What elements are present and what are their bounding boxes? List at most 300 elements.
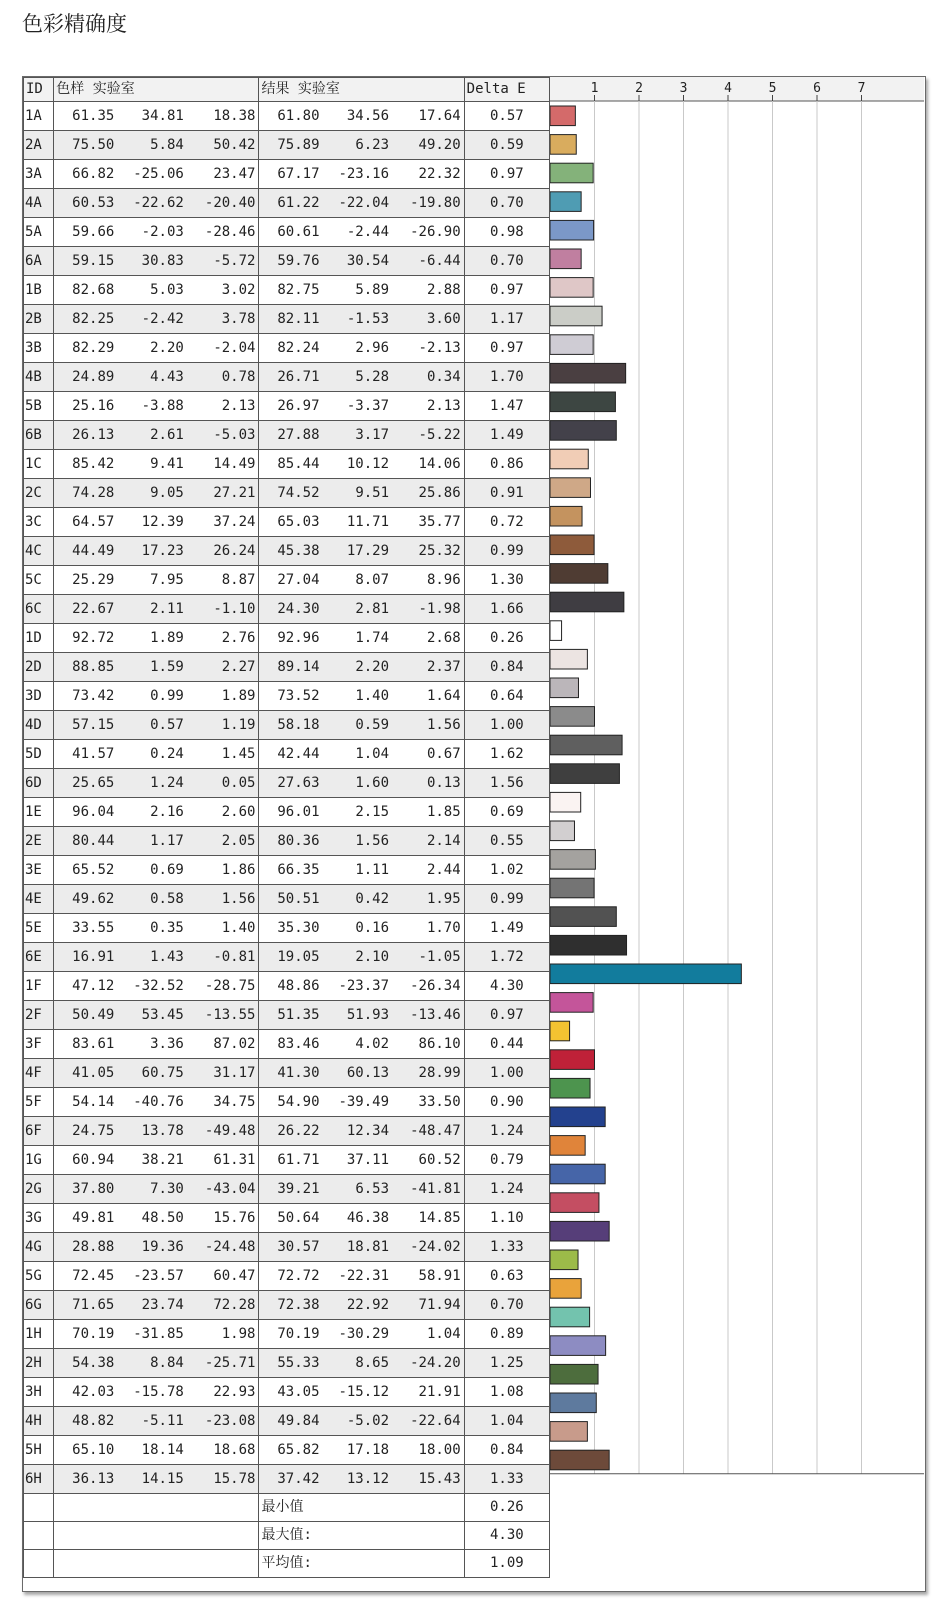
- cell-sample-l: 41.57: [54, 740, 115, 769]
- cell-id: 1B: [24, 276, 54, 305]
- cell-sample-a: 5.84: [114, 131, 184, 160]
- bar-6G: [550, 1279, 581, 1299]
- cell-result-l: 82.24: [259, 334, 320, 363]
- cell-id: 6C: [24, 595, 54, 624]
- cell-id: 1F: [24, 972, 54, 1001]
- color-accuracy-report: [22, 76, 926, 1592]
- cell-sample-a: 9.05: [114, 479, 184, 508]
- cell-sample-b: 23.47: [184, 160, 259, 189]
- bar-5D: [550, 735, 622, 755]
- cell-result-a: 51.93: [320, 1001, 390, 1030]
- cell-result-a: 1.74: [320, 624, 390, 653]
- table-row: [24, 1465, 550, 1494]
- cell-sample-a: 13.78: [114, 1117, 184, 1146]
- cell-sample-l: 92.72: [54, 624, 115, 653]
- cell-result-l: 49.84: [259, 1407, 320, 1436]
- cell-id: 3B: [24, 334, 54, 363]
- cell-sample-b: 26.24: [184, 537, 259, 566]
- cell-sample-l: 65.10: [54, 1436, 115, 1465]
- color-accuracy-table: [23, 77, 550, 1578]
- cell-result-l: 55.33: [259, 1349, 320, 1378]
- cell-delta-e: 1.47: [464, 392, 549, 421]
- bar-4H: [550, 1393, 596, 1413]
- cell-result-b: -41.81: [389, 1175, 464, 1204]
- cell-sample-a: 0.58: [114, 885, 184, 914]
- cell-sample-l: 59.66: [54, 218, 115, 247]
- bar-2E: [550, 821, 574, 841]
- cell-sample-l: 85.42: [54, 450, 115, 479]
- cell-sample-l: 49.62: [54, 885, 115, 914]
- bar-4D: [550, 707, 595, 727]
- cell-sample-b: 1.86: [184, 856, 259, 885]
- header-id: ID: [24, 78, 54, 102]
- cell-sample-a: 60.75: [114, 1059, 184, 1088]
- cell-sample-b: -2.04: [184, 334, 259, 363]
- cell-id: 3A: [24, 160, 54, 189]
- cell-delta-e: 0.64: [464, 682, 549, 711]
- cell-result-a: 1.60: [320, 769, 390, 798]
- cell-result-b: 0.67: [389, 740, 464, 769]
- cell-result-b: 33.50: [389, 1088, 464, 1117]
- cell-result-l: 67.17: [259, 160, 320, 189]
- bar-6D: [550, 764, 619, 784]
- cell-id: 5G: [24, 1262, 54, 1291]
- tick-label: 4: [724, 81, 732, 96]
- cell-sample-b: -28.75: [184, 972, 259, 1001]
- cell-delta-e: 0.97: [464, 1001, 549, 1030]
- cell-sample-a: 1.17: [114, 827, 184, 856]
- tick-label: 5: [768, 81, 777, 96]
- cell-sample-l: 73.42: [54, 682, 115, 711]
- table-row: [24, 1262, 550, 1291]
- table-row: [24, 1291, 550, 1320]
- cell-result-b: 1.04: [389, 1320, 464, 1349]
- table-row: [24, 1378, 550, 1407]
- cell-sample-a: 17.23: [114, 537, 184, 566]
- cell-result-l: 65.82: [259, 1436, 320, 1465]
- table-row: [24, 305, 550, 334]
- cell-delta-e: 0.97: [464, 334, 549, 363]
- cell-id: 3F: [24, 1030, 54, 1059]
- bar-5B: [550, 392, 615, 412]
- cell-sample-a: 14.15: [114, 1465, 184, 1494]
- table-row: [24, 1175, 550, 1204]
- cell-sample-l: 54.38: [54, 1349, 115, 1378]
- cell-sample-l: 71.65: [54, 1291, 115, 1320]
- cell-result-a: 11.71: [320, 508, 390, 537]
- header-sample-lab: 色样 实验室: [54, 78, 259, 102]
- cell-delta-e: 0.89: [464, 1320, 549, 1349]
- table-row: [24, 421, 550, 450]
- table-row: [24, 102, 550, 131]
- cell-sample-l: 82.68: [54, 276, 115, 305]
- summary-value: 0.26: [464, 1494, 549, 1522]
- cell-sample-l: 25.65: [54, 769, 115, 798]
- table-row: [24, 740, 550, 769]
- cell-result-b: 1.64: [389, 682, 464, 711]
- cell-sample-b: 2.60: [184, 798, 259, 827]
- cell-result-l: 92.96: [259, 624, 320, 653]
- cell-result-b: 22.32: [389, 160, 464, 189]
- cell-delta-e: 0.69: [464, 798, 549, 827]
- cell-delta-e: 1.24: [464, 1175, 549, 1204]
- cell-id: 4A: [24, 189, 54, 218]
- cell-sample-b: 37.24: [184, 508, 259, 537]
- cell-result-l: 50.51: [259, 885, 320, 914]
- cell-sample-b: -20.40: [184, 189, 259, 218]
- cell-sample-b: 8.87: [184, 566, 259, 595]
- bar-1F: [550, 964, 741, 984]
- cell-result-a: 9.51: [320, 479, 390, 508]
- cell-result-b: -2.13: [389, 334, 464, 363]
- cell-sample-b: 2.05: [184, 827, 259, 856]
- cell-sample-a: 1.89: [114, 624, 184, 653]
- table-row: [24, 1059, 550, 1088]
- cell-sample-b: 50.42: [184, 131, 259, 160]
- cell-sample-l: 47.12: [54, 972, 115, 1001]
- cell-id: 5E: [24, 914, 54, 943]
- cell-sample-a: 30.83: [114, 247, 184, 276]
- cell-sample-l: 74.28: [54, 479, 115, 508]
- cell-result-b: 2.44: [389, 856, 464, 885]
- cell-result-b: -26.34: [389, 972, 464, 1001]
- cell-sample-l: 64.57: [54, 508, 115, 537]
- cell-result-a: 5.28: [320, 363, 390, 392]
- cell-result-a: -22.04: [320, 189, 390, 218]
- cell-sample-l: 83.61: [54, 1030, 115, 1059]
- cell-sample-l: 54.14: [54, 1088, 115, 1117]
- cell-delta-e: 1.49: [464, 914, 549, 943]
- cell-sample-l: 88.85: [54, 653, 115, 682]
- bar-2C: [550, 478, 590, 498]
- table-row: [24, 1117, 550, 1146]
- summary-empty-sample: [54, 1494, 259, 1522]
- cell-result-l: 27.04: [259, 566, 320, 595]
- cell-result-a: 2.15: [320, 798, 390, 827]
- cell-sample-l: 80.44: [54, 827, 115, 856]
- cell-sample-a: 2.16: [114, 798, 184, 827]
- cell-sample-a: -5.11: [114, 1407, 184, 1436]
- cell-sample-l: 16.91: [54, 943, 115, 972]
- cell-sample-b: 1.19: [184, 711, 259, 740]
- table-row: [24, 1407, 550, 1436]
- cell-result-l: 54.90: [259, 1088, 320, 1117]
- cell-id: 4F: [24, 1059, 54, 1088]
- cell-sample-l: 24.75: [54, 1117, 115, 1146]
- cell-delta-e: 0.97: [464, 276, 549, 305]
- bar-3A: [550, 163, 593, 183]
- cell-result-l: 72.38: [259, 1291, 320, 1320]
- cell-sample-a: -23.57: [114, 1262, 184, 1291]
- cell-id: 2G: [24, 1175, 54, 1204]
- cell-result-a: 34.56: [320, 102, 390, 131]
- cell-result-a: 30.54: [320, 247, 390, 276]
- cell-sample-b: -5.03: [184, 421, 259, 450]
- cell-delta-e: 1.33: [464, 1465, 549, 1494]
- cell-sample-a: -3.88: [114, 392, 184, 421]
- cell-id: 6F: [24, 1117, 54, 1146]
- cell-id: 1E: [24, 798, 54, 827]
- cell-sample-a: 1.43: [114, 943, 184, 972]
- table-row: [24, 682, 550, 711]
- table-row: [24, 131, 550, 160]
- summary-row: [24, 1550, 550, 1578]
- cell-result-b: 2.88: [389, 276, 464, 305]
- cell-id: 5B: [24, 392, 54, 421]
- table-row: [24, 885, 550, 914]
- cell-sample-l: 22.67: [54, 595, 115, 624]
- bar-1E: [550, 792, 581, 812]
- cell-sample-a: 2.11: [114, 595, 184, 624]
- cell-sample-l: 82.29: [54, 334, 115, 363]
- cell-id: 4C: [24, 537, 54, 566]
- cell-sample-b: 3.02: [184, 276, 259, 305]
- cell-result-a: 8.07: [320, 566, 390, 595]
- header-result-lab: 结果 实验室: [259, 78, 464, 102]
- table-row: [24, 1320, 550, 1349]
- cell-sample-a: -22.62: [114, 189, 184, 218]
- table-row: [24, 827, 550, 856]
- cell-id: 4D: [24, 711, 54, 740]
- cell-result-a: 17.18: [320, 1436, 390, 1465]
- cell-id: 5C: [24, 566, 54, 595]
- cell-result-a: -23.16: [320, 160, 390, 189]
- cell-sample-a: -40.76: [114, 1088, 184, 1117]
- cell-sample-b: 61.31: [184, 1146, 259, 1175]
- cell-result-l: 80.36: [259, 827, 320, 856]
- cell-result-b: 0.13: [389, 769, 464, 798]
- cell-sample-b: 14.49: [184, 450, 259, 479]
- cell-sample-b: -28.46: [184, 218, 259, 247]
- cell-result-l: 70.19: [259, 1320, 320, 1349]
- cell-result-b: 17.64: [389, 102, 464, 131]
- bar-2D: [550, 649, 587, 669]
- cell-delta-e: 0.70: [464, 247, 549, 276]
- table-row: [24, 1233, 550, 1262]
- cell-sample-b: -1.10: [184, 595, 259, 624]
- cell-sample-a: 3.36: [114, 1030, 184, 1059]
- table-row: [24, 1204, 550, 1233]
- cell-result-a: 22.92: [320, 1291, 390, 1320]
- cell-delta-e: 1.56: [464, 769, 549, 798]
- cell-result-a: 4.02: [320, 1030, 390, 1059]
- cell-sample-a: 1.59: [114, 653, 184, 682]
- cell-delta-e: 1.66: [464, 595, 549, 624]
- cell-id: 2D: [24, 653, 54, 682]
- cell-sample-a: 0.57: [114, 711, 184, 740]
- cell-id: 4E: [24, 885, 54, 914]
- cell-id: 2A: [24, 131, 54, 160]
- cell-result-b: 35.77: [389, 508, 464, 537]
- cell-sample-b: 1.40: [184, 914, 259, 943]
- cell-sample-l: 25.16: [54, 392, 115, 421]
- table-row: [24, 914, 550, 943]
- summary-label: 最小值: [259, 1494, 464, 1522]
- table-row: [24, 247, 550, 276]
- table-row: [24, 160, 550, 189]
- cell-result-l: 75.89: [259, 131, 320, 160]
- cell-result-a: 2.96: [320, 334, 390, 363]
- cell-sample-a: 19.36: [114, 1233, 184, 1262]
- tick-label: 1: [590, 81, 599, 96]
- bar-2G: [550, 1164, 605, 1184]
- cell-result-b: 25.32: [389, 537, 464, 566]
- cell-sample-a: 23.74: [114, 1291, 184, 1320]
- table-row: [24, 972, 550, 1001]
- cell-sample-l: 25.29: [54, 566, 115, 595]
- cell-sample-a: 48.50: [114, 1204, 184, 1233]
- summary-empty-sample: [54, 1522, 259, 1550]
- cell-id: 2F: [24, 1001, 54, 1030]
- cell-delta-e: 0.59: [464, 131, 549, 160]
- cell-result-a: -15.12: [320, 1378, 390, 1407]
- cell-sample-b: -13.55: [184, 1001, 259, 1030]
- cell-result-b: 1.56: [389, 711, 464, 740]
- cell-result-b: 58.91: [389, 1262, 464, 1291]
- cell-sample-b: -5.72: [184, 247, 259, 276]
- cell-delta-e: 1.70: [464, 363, 549, 392]
- cell-id: 3G: [24, 1204, 54, 1233]
- cell-result-b: 14.85: [389, 1204, 464, 1233]
- cell-result-l: 42.44: [259, 740, 320, 769]
- cell-sample-l: 24.89: [54, 363, 115, 392]
- cell-sample-b: 18.38: [184, 102, 259, 131]
- cell-sample-b: 18.68: [184, 1436, 259, 1465]
- cell-id: 3D: [24, 682, 54, 711]
- cell-result-a: 60.13: [320, 1059, 390, 1088]
- cell-result-l: 61.80: [259, 102, 320, 131]
- cell-result-l: 26.22: [259, 1117, 320, 1146]
- bar-4F: [550, 1050, 595, 1070]
- cell-result-l: 66.35: [259, 856, 320, 885]
- cell-id: 3E: [24, 856, 54, 885]
- cell-delta-e: 0.70: [464, 189, 549, 218]
- cell-sample-l: 48.82: [54, 1407, 115, 1436]
- cell-sample-b: -43.04: [184, 1175, 259, 1204]
- cell-result-a: 2.81: [320, 595, 390, 624]
- cell-result-a: 0.42: [320, 885, 390, 914]
- table-row: [24, 1030, 550, 1059]
- cell-sample-a: 4.43: [114, 363, 184, 392]
- cell-id: 5A: [24, 218, 54, 247]
- cell-result-b: 2.37: [389, 653, 464, 682]
- cell-delta-e: 1.33: [464, 1233, 549, 1262]
- cell-sample-b: 22.93: [184, 1378, 259, 1407]
- cell-id: 2B: [24, 305, 54, 334]
- cell-sample-l: 33.55: [54, 914, 115, 943]
- cell-result-l: 73.52: [259, 682, 320, 711]
- cell-delta-e: 0.26: [464, 624, 549, 653]
- cell-sample-b: 2.13: [184, 392, 259, 421]
- summary-empty-id: [24, 1522, 54, 1550]
- cell-result-a: 13.12: [320, 1465, 390, 1494]
- cell-id: 1G: [24, 1146, 54, 1175]
- cell-sample-a: -2.42: [114, 305, 184, 334]
- table-row: [24, 798, 550, 827]
- cell-sample-l: 60.94: [54, 1146, 115, 1175]
- cell-result-l: 61.22: [259, 189, 320, 218]
- cell-sample-l: 42.03: [54, 1378, 115, 1407]
- cell-result-a: -23.37: [320, 972, 390, 1001]
- cell-sample-a: 9.41: [114, 450, 184, 479]
- cell-result-a: 6.23: [320, 131, 390, 160]
- cell-delta-e: 1.30: [464, 566, 549, 595]
- cell-delta-e: 1.17: [464, 305, 549, 334]
- cell-delta-e: 4.30: [464, 972, 549, 1001]
- cell-sample-l: 61.35: [54, 102, 115, 131]
- cell-sample-l: 66.82: [54, 160, 115, 189]
- cell-result-b: 3.60: [389, 305, 464, 334]
- cell-result-b: 15.43: [389, 1465, 464, 1494]
- cell-delta-e: 0.99: [464, 885, 549, 914]
- cell-delta-e: 1.08: [464, 1378, 549, 1407]
- cell-result-l: 85.44: [259, 450, 320, 479]
- cell-sample-b: 15.76: [184, 1204, 259, 1233]
- cell-result-b: -1.98: [389, 595, 464, 624]
- cell-result-b: 86.10: [389, 1030, 464, 1059]
- cell-sample-b: -24.48: [184, 1233, 259, 1262]
- cell-result-b: -13.46: [389, 1001, 464, 1030]
- tick-label: 2: [635, 81, 643, 96]
- bar-4G: [550, 1221, 609, 1241]
- cell-result-b: 21.91: [389, 1378, 464, 1407]
- cell-sample-a: 7.95: [114, 566, 184, 595]
- cell-sample-a: 18.14: [114, 1436, 184, 1465]
- cell-result-l: 48.86: [259, 972, 320, 1001]
- cell-id: 6H: [24, 1465, 54, 1494]
- tick-label: 7: [857, 81, 866, 96]
- cell-sample-b: 1.98: [184, 1320, 259, 1349]
- cell-id: 1H: [24, 1320, 54, 1349]
- cell-sample-a: 2.20: [114, 334, 184, 363]
- cell-result-l: 35.30: [259, 914, 320, 943]
- cell-result-b: 2.13: [389, 392, 464, 421]
- cell-result-b: 1.95: [389, 885, 464, 914]
- cell-result-b: 2.14: [389, 827, 464, 856]
- bar-2F: [550, 993, 593, 1013]
- cell-result-a: 12.34: [320, 1117, 390, 1146]
- cell-delta-e: 1.00: [464, 711, 549, 740]
- cell-delta-e: 0.86: [464, 450, 549, 479]
- cell-delta-e: 1.62: [464, 740, 549, 769]
- cell-result-b: -24.02: [389, 1233, 464, 1262]
- cell-sample-a: 0.24: [114, 740, 184, 769]
- cell-sample-b: 2.76: [184, 624, 259, 653]
- table-row: [24, 1436, 550, 1465]
- cell-sample-l: 70.19: [54, 1320, 115, 1349]
- cell-sample-a: -31.85: [114, 1320, 184, 1349]
- cell-result-b: -19.80: [389, 189, 464, 218]
- cell-sample-l: 57.15: [54, 711, 115, 740]
- bar-5C: [550, 564, 608, 584]
- table-row: [24, 363, 550, 392]
- cell-result-a: 3.17: [320, 421, 390, 450]
- cell-sample-a: -32.52: [114, 972, 184, 1001]
- bar-3H: [550, 1364, 598, 1384]
- cell-result-a: -22.31: [320, 1262, 390, 1291]
- cell-result-b: 60.52: [389, 1146, 464, 1175]
- cell-result-l: 26.97: [259, 392, 320, 421]
- cell-id: 1D: [24, 624, 54, 653]
- bar-3F: [550, 1021, 570, 1041]
- table-row: [24, 508, 550, 537]
- cell-result-a: -5.02: [320, 1407, 390, 1436]
- cell-sample-a: 53.45: [114, 1001, 184, 1030]
- cell-delta-e: 0.44: [464, 1030, 549, 1059]
- cell-result-b: 25.86: [389, 479, 464, 508]
- summary-value: 4.30: [464, 1522, 549, 1550]
- cell-sample-b: 2.27: [184, 653, 259, 682]
